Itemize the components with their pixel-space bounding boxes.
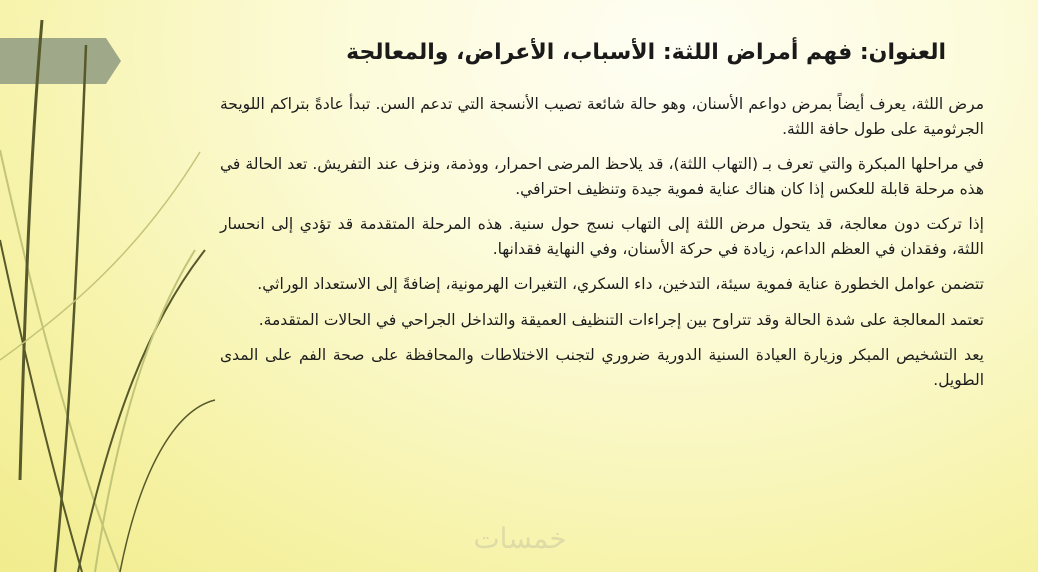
paragraph: يعد التشخيص المبكر وزيارة العيادة السنية الدورية ضروري لتجنب الاختلاطات والمحافظة على صحة الفم على المدى الطويل. (220, 346, 984, 389)
curve-line (120, 400, 215, 572)
slide-body (220, 92, 984, 403)
paragraph: مرض اللثة، يعرف أيضاً بمرض دواعم الأسنان، وهو حالة شائعة تصيب الأنسجة التي تدعم السن. تبدأ عادةً بتراكم اللويحة الجرثومية على طول حافة اللثة. (220, 95, 984, 138)
paragraph: إذا تركت دون معالجة، قد يتحول مرض اللثة إلى التهاب نسج حول سنية. هذه المرحلة المتقدمة قد تؤدي إلى انحسار اللثة، وفقدان في العظم الداعم، زيادة في حركة الأسنان، وفي النهاية فقدانها. (220, 215, 984, 258)
curve-line (0, 240, 82, 572)
curve-line (95, 250, 195, 572)
slide-title: العنوان: فهم أمراض اللثة: الأسباب، الأعراض، والمعالجة (346, 40, 946, 65)
watermark-logo: خمسات (473, 522, 567, 555)
paragraph: تتضمن عوامل الخطورة عناية فموية سيئة، التدخين، داء السكري، التغيرات الهرمونية، إضافةً إلى الاستعداد الوراثي. (257, 275, 984, 293)
paragraph: تعتمد المعالجة على شدة الحالة وقد تتراوح بين إجراءات التنظيف العميقة والتداخل الجراحي في الحالات المتقدمة. (258, 310, 984, 329)
curve-line (78, 250, 205, 572)
arrow-banner-shape (0, 38, 121, 84)
paragraph: في مراحلها المبكرة والتي تعرف بـ (التهاب اللثة)، قد يلاحظ المرضى احمرار، ووذمة، ونزف عند التفريش. تعد الحالة في هذه مرحلة قابلة للعكس إذا كان هناك عناية فموية جيدة وتنظيف احترافي. (220, 155, 984, 198)
